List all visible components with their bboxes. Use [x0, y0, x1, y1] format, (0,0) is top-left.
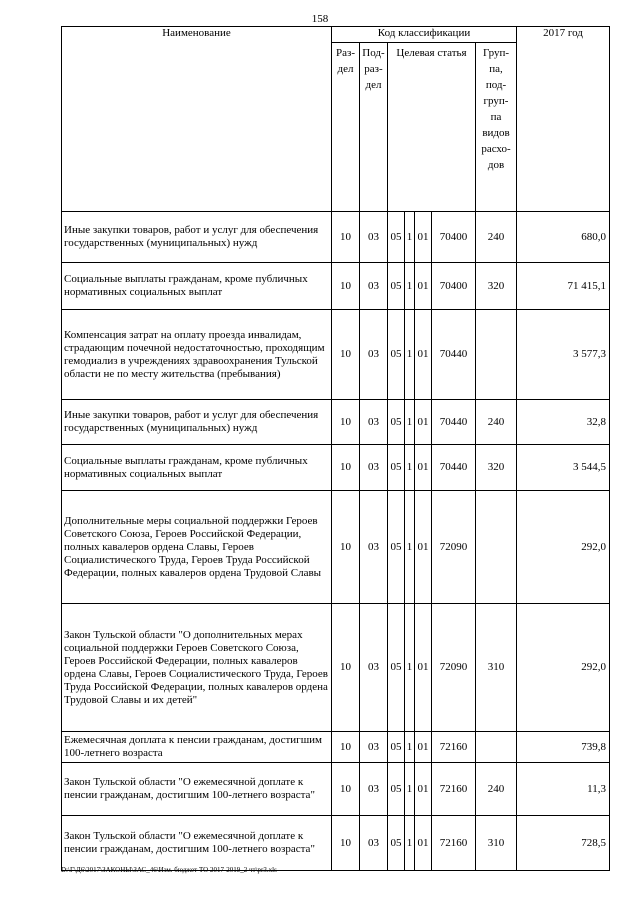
row-article-code: 70440	[432, 445, 476, 491]
table-row	[62, 263, 610, 310]
row-expense-group: 320	[476, 445, 517, 491]
row-amount: 728,5	[517, 816, 610, 871]
row-article-sub: 01	[415, 816, 432, 871]
row-article-sub: 01	[415, 445, 432, 491]
row-amount: 739,8	[517, 732, 610, 763]
row-section: 10	[332, 732, 360, 763]
table-row	[62, 491, 610, 604]
row-subsection: 03	[360, 263, 388, 310]
row-article-type: 1	[405, 400, 415, 445]
row-subsection: 03	[360, 400, 388, 445]
row-article-type: 1	[405, 445, 415, 491]
row-article-program: 05	[388, 310, 405, 400]
row-article-type: 1	[405, 763, 415, 816]
row-name: Закон Тульской области "О ежемесячной доплате к пенсии гражданам, достигшим 100-летнего возраста"	[62, 816, 332, 871]
header-subsection	[360, 43, 388, 212]
row-section: 10	[332, 604, 360, 732]
row-name: Иные закупки товаров, работ и услуг для обеспечения государственных (муниципальных) нужд	[62, 212, 332, 263]
row-subsection: 03	[360, 212, 388, 263]
row-article-program: 05	[388, 604, 405, 732]
row-article-type: 1	[405, 212, 415, 263]
row-subsection: 03	[360, 310, 388, 400]
header-expense-group-text: Груп- па, под- груп- па видов расхо- дов	[481, 47, 511, 171]
row-subsection: 03	[360, 763, 388, 816]
header-target-article: Целевая статья	[388, 43, 476, 212]
row-article-sub: 01	[415, 212, 432, 263]
page-number: 158	[311, 13, 329, 25]
row-subsection: 03	[360, 732, 388, 763]
row-article-code: 72160	[432, 732, 476, 763]
row-expense-group	[476, 732, 517, 763]
row-name: Закон Тульской области "О ежемесячной доплате к пенсии гражданам, достигшим 100-летнего возраста"	[62, 763, 332, 816]
table-row	[62, 604, 610, 732]
row-article-sub: 01	[415, 732, 432, 763]
row-name: Ежемесячная доплата к пенсии гражданам, достигшим 100-летнего возраста	[62, 732, 332, 763]
row-section: 10	[332, 763, 360, 816]
row-section: 10	[332, 212, 360, 263]
row-section: 10	[332, 491, 360, 604]
header-classification: Код классификации	[332, 27, 517, 43]
row-subsection: 03	[360, 491, 388, 604]
row-amount: 11,3	[517, 763, 610, 816]
row-article-program: 05	[388, 732, 405, 763]
row-article-program: 05	[388, 263, 405, 310]
table-row	[62, 732, 610, 763]
row-section: 10	[332, 816, 360, 871]
header-section	[332, 43, 360, 212]
header-section-text: Раз- дел	[335, 47, 355, 75]
row-subsection: 03	[360, 604, 388, 732]
footer-file-path: D:\Г\Д6\2017\ЗАКОНЫ\ЗАС_46\Изм. бюджет ТО 2017-2019_2 чт\pr3.xls	[61, 866, 277, 874]
table-row	[62, 763, 610, 816]
row-amount: 3 577,3	[517, 310, 610, 400]
row-expense-group: 240	[476, 763, 517, 816]
row-article-type: 1	[405, 263, 415, 310]
row-article-sub: 01	[415, 263, 432, 310]
row-article-sub: 01	[415, 604, 432, 732]
row-article-program: 05	[388, 816, 405, 871]
row-expense-group: 320	[476, 263, 517, 310]
row-section: 10	[332, 310, 360, 400]
row-name: Компенсация затрат на оплату проезда инвалидам, страдающим почечной недостаточностью, проходящим гемодиализ в учреждениях здравоохранения Тульской области не по месту жительства (пребывания)	[62, 310, 332, 400]
row-amount: 3 544,5	[517, 445, 610, 491]
row-article-code: 72090	[432, 491, 476, 604]
table-header	[62, 27, 610, 212]
row-expense-group: 310	[476, 816, 517, 871]
row-section: 10	[332, 445, 360, 491]
row-amount: 32,8	[517, 400, 610, 445]
table-row	[62, 212, 610, 263]
row-expense-group	[476, 491, 517, 604]
row-amount: 292,0	[517, 604, 610, 732]
row-subsection: 03	[360, 445, 388, 491]
row-amount: 292,0	[517, 491, 610, 604]
row-article-type: 1	[405, 310, 415, 400]
row-expense-group	[476, 310, 517, 400]
header-subsection-text: Под- раз- дел	[362, 47, 385, 91]
row-article-type: 1	[405, 816, 415, 871]
table-body	[62, 212, 610, 871]
row-expense-group: 240	[476, 400, 517, 445]
row-article-code: 72090	[432, 604, 476, 732]
row-article-program: 05	[388, 763, 405, 816]
row-article-sub: 01	[415, 310, 432, 400]
row-amount: 71 415,1	[517, 263, 610, 310]
row-article-code: 70440	[432, 310, 476, 400]
row-name: Дополнительные меры социальной поддержки Героев Советского Союза, Героев Российской Федерации, полных кавалеров ордена Славы, Героев Социалистического Труда, Героев Труда Российской Федерации, полных кавалеров ордена Трудовой Славы	[62, 491, 332, 604]
row-article-sub: 01	[415, 491, 432, 604]
row-article-type: 1	[405, 604, 415, 732]
table-row	[62, 400, 610, 445]
row-article-program: 05	[388, 445, 405, 491]
budget-table	[61, 26, 610, 871]
row-section: 10	[332, 400, 360, 445]
row-name: Социальные выплаты гражданам, кроме публичных нормативных социальных выплат	[62, 263, 332, 310]
row-amount: 680,0	[517, 212, 610, 263]
header-name: Наименование	[62, 27, 332, 212]
header-year: 2017 год	[517, 27, 610, 212]
table-row	[62, 445, 610, 491]
row-article-code: 72160	[432, 816, 476, 871]
row-article-sub: 01	[415, 400, 432, 445]
row-name: Закон Тульской области "О дополнительных мерах социальной поддержки Героев Советского Союза, Героев Российской Федерации, полных кавалеров ордена Славы, Героев Социалистического Труда, Героев Труда Российской Федерации, полных кавалеров ордена Трудовой Славы и их детей"	[62, 604, 332, 732]
row-expense-group: 240	[476, 212, 517, 263]
row-article-code: 70400	[432, 212, 476, 263]
row-article-code: 72160	[432, 763, 476, 816]
row-subsection: 03	[360, 816, 388, 871]
header-expense-group	[476, 43, 517, 212]
table-row	[62, 310, 610, 400]
row-article-type: 1	[405, 491, 415, 604]
row-name: Социальные выплаты гражданам, кроме публичных нормативных социальных выплат	[62, 445, 332, 491]
row-article-sub: 01	[415, 763, 432, 816]
row-article-program: 05	[388, 212, 405, 263]
table-row	[62, 816, 610, 871]
row-article-type: 1	[405, 732, 415, 763]
row-article-code: 70440	[432, 400, 476, 445]
row-article-program: 05	[388, 491, 405, 604]
row-article-code: 70400	[432, 263, 476, 310]
row-section: 10	[332, 263, 360, 310]
row-expense-group: 310	[476, 604, 517, 732]
row-article-program: 05	[388, 400, 405, 445]
row-name: Иные закупки товаров, работ и услуг для обеспечения государственных (муниципальных) нужд	[62, 400, 332, 445]
